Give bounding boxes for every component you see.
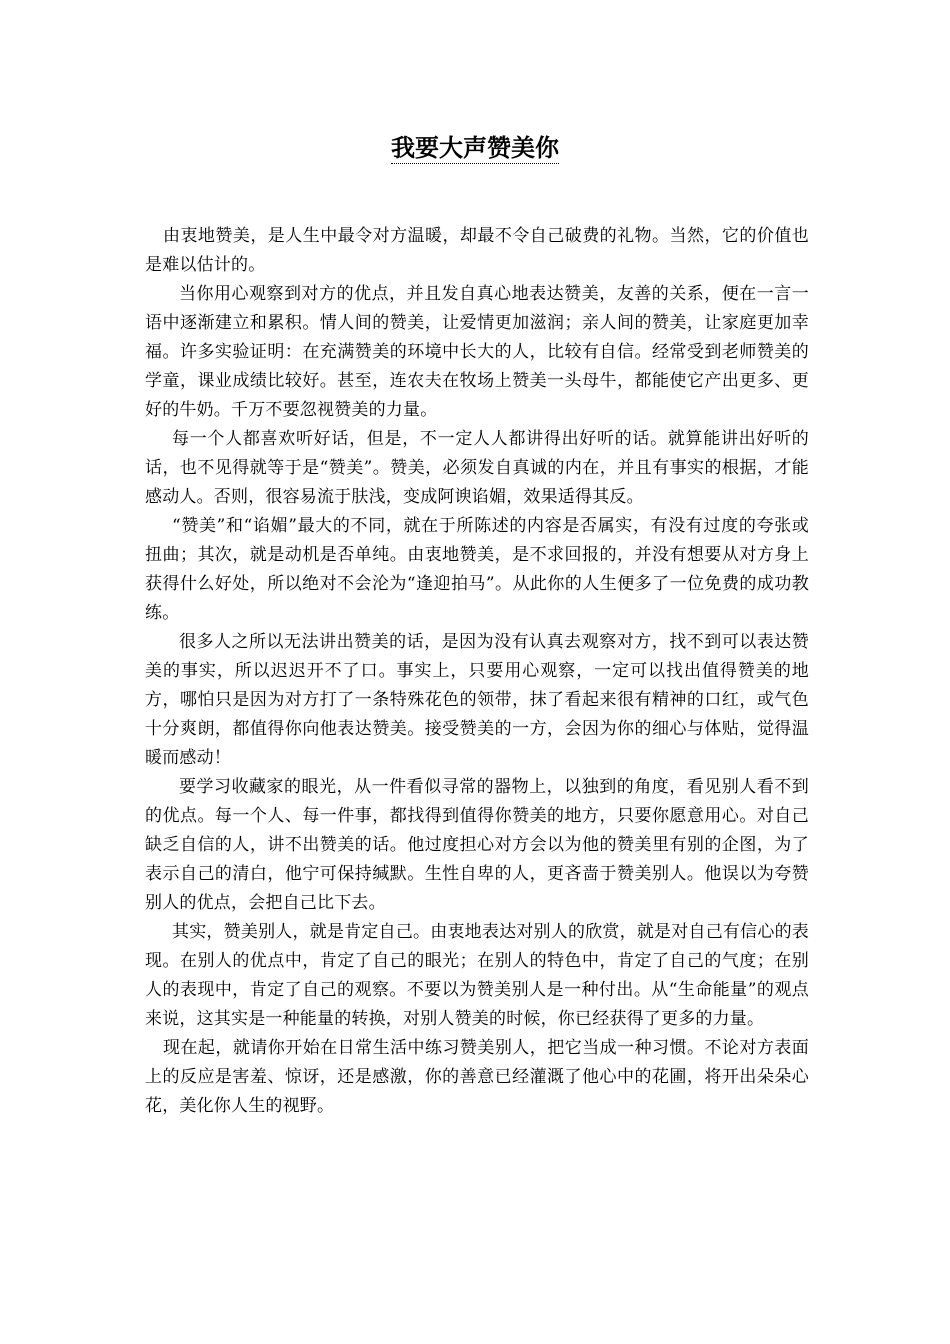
paragraph-8: 现在起，就请你开始在日常生活中练习赞美别人，把它当成一种习惯。不论对方表面上的反应是害羞、惊讶，还是感激，你的善意已经灌溉了他心中的花圃，将开出朵朵心花，美化你人生的视野。 — [145, 1038, 809, 1116]
paragraph-2: 当你用心观察到对方的优点，并且发自真心地表达赞美，友善的关系，便在一言一语中逐渐建立和累积。情人间的赞美，让爱情更加滋润；亲人间的赞美，让家庭更加幸福。许多实验证明：在充满赞美的环境中长大的人，比较有自信。经常受到老师赞美的学童，课业成绩比较好。甚至，连农夫在牧场上赞美一头母牛，都能使它产出更多、更好的牛奶。千万不要忽视赞美的力量。 — [145, 284, 809, 420]
paragraph-6: 要学习收藏家的眼光，从一件看似寻常的器物上，以独到的角度，看见别人看不到的优点。每一个人、每一件事，都找得到值得你赞美的地方，只要你愿意用心。对自己缺乏自信的人，讲不出赞美的话。他过度担心对方会以为他的赞美里有别的企图，为了表示自己的清白，他宁可保持缄默。生性自卑的人，更吝啬于赞美别人。他误以为夸赞别人的优点，会把自己比下去。 — [145, 777, 809, 913]
paragraph-4: “赞美”和“谄媚”最大的不同，就在于所陈述的内容是否属实，有没有过度的夸张或扭曲；其次，就是动机是否单纯。由衷地赞美，是不求回报的，并没有想要从对方身上获得什么好处，所以绝对不会沦为“逢迎拍马”。从此你的人生便多了一位免费的成功教练。 — [145, 516, 809, 623]
paragraph-5: 很多人之所以无法讲出赞美的话，是因为没有认真去观察对方，找不到可以表达赞美的事实，所以迟迟开不了口。事实上，只要用心观察，一定可以找出值得赞美的地方，哪怕只是因为对方打了一条特殊花色的领带，抹了看起来很有精神的口红，或气色十分爽朗，都值得你向他表达赞美。接受赞美的一方，会因为你的细心与体贴，觉得温暖而感动！ — [145, 632, 809, 768]
document-title-text: 我要大声赞美你 — [391, 133, 559, 162]
paragraph-1: 由衷地赞美，是人生中最令对方温暖，却最不令自己破费的礼物。当然，它的价值也是难以估计的。 — [145, 226, 809, 275]
paragraph-3: 每一个人都喜欢听好话，但是，不一定人人都讲得出好听的话。就算能讲出好听的话，也不见得就等于是“赞美”。赞美，必须发自真诚的内在，并且有事实的根据，才能感动人。否则，很容易流于肤浅，变成阿谀谄媚，效果适得其反。 — [145, 429, 809, 507]
document-body — [145, 222, 809, 1121]
paragraph-7: 其实，赞美别人，就是肯定自己。由衷地表达对别人的欣赏，就是对自己有信心的表现。在别人的优点中，肯定了自己的眼光；在别人的特色中，肯定了自己的气度；在别人的表现中，肯定了自己的观察。不要以为赞美别人是一种付出。从“生命能量”的观点来说，这其实是一种能量的转换，对别人赞美的时候，你已经获得了更多的力量。 — [145, 922, 809, 1029]
document-title — [0, 131, 950, 165]
